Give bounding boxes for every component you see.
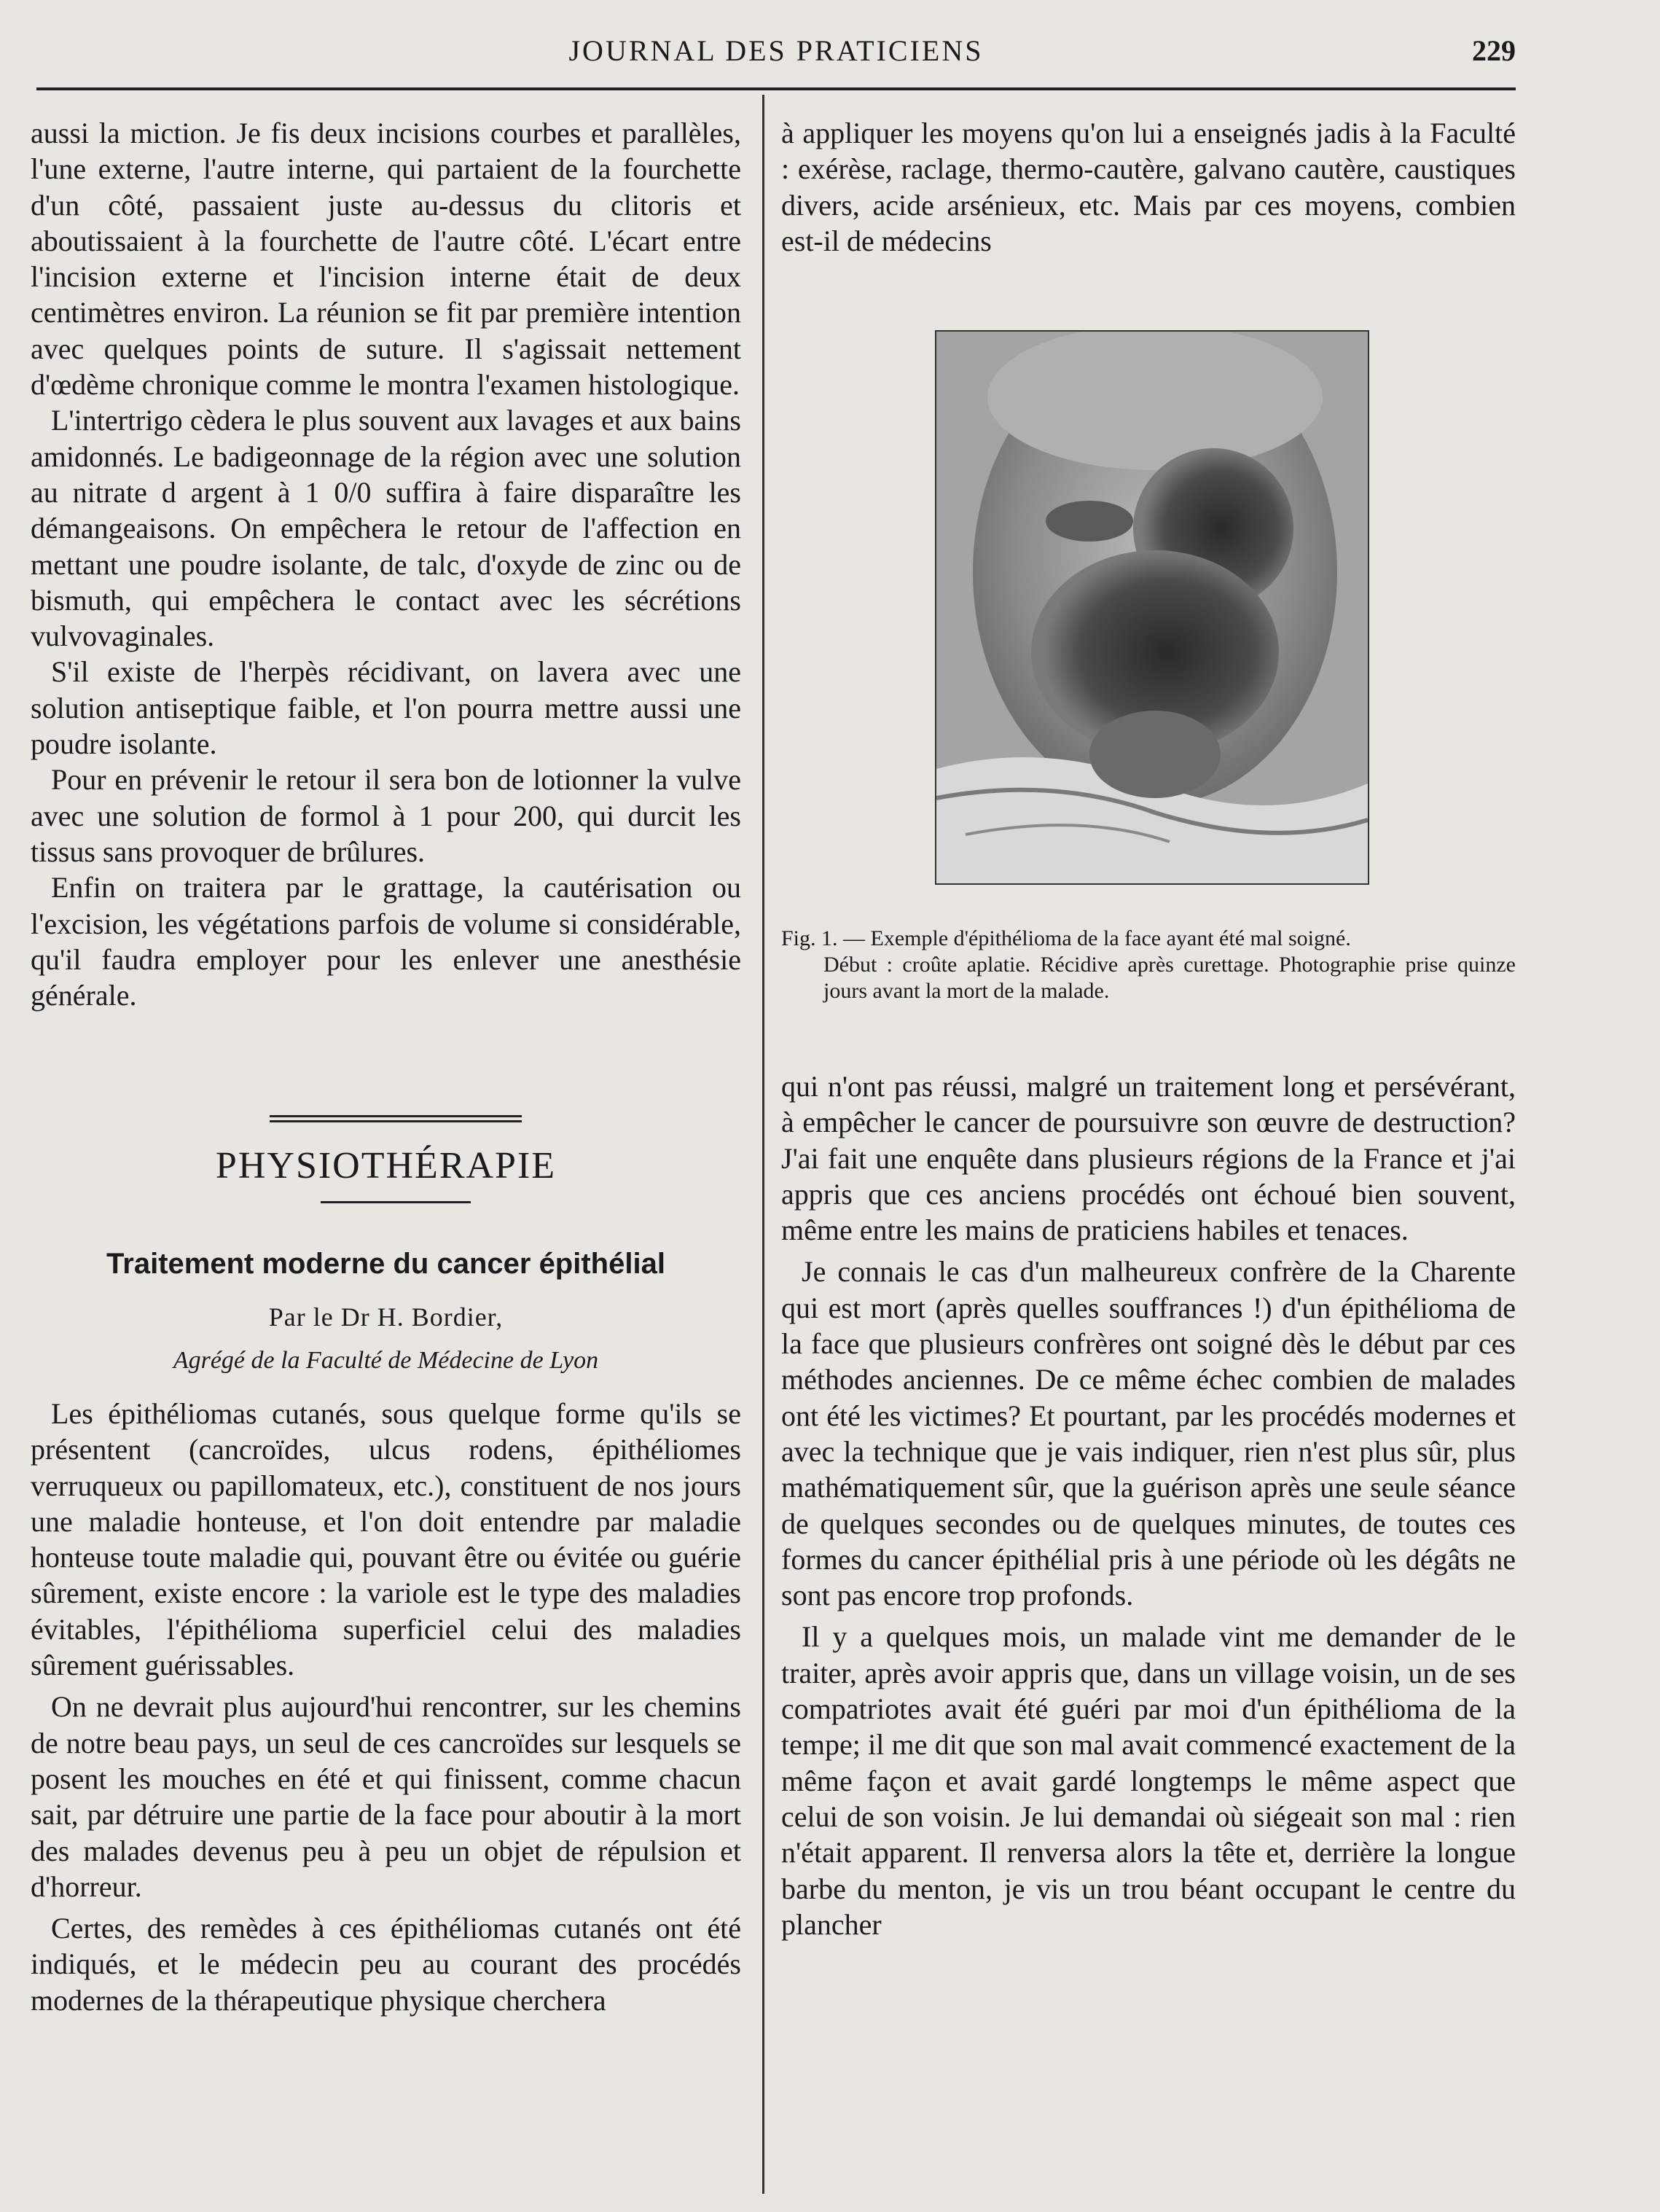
paragraph: Pour en prévenir le retour il sera bon de lotionner la vulve avec une solution de formol à 1 pour 200, qui durcit les tissus sans provoquer de brûlures. <box>31 763 741 868</box>
figure-photograph <box>935 330 1369 885</box>
right-column-bottom <box>781 1068 1516 1942</box>
paragraph: S'il existe de l'herpès récidivant, on lavera avec une solution antiseptique faible, et l'on pourra mettre aussi une poudre isolante. <box>31 655 741 761</box>
section-title: PHYSIOTHÉRAPIE <box>215 1145 557 1187</box>
paragraph: Il y a quelques mois, un malade vint me demander de le traiter, après avoir appris que, dans un village voisin, un de ses compatriotes avait été guéri par moi d'un épithélioma de la tempe; il me dit que son mal avait commencé exactement de la même façon et avait gardé longtemps le même aspect que celui de son voisin. Je lui demandai où siégeait son mal : rien n'était apparent. Il renversa alors la tête et, derrière la longue barbe du menton, je vis un trou béant occupant le centre du plancher <box>781 1620 1516 1941</box>
author-affiliation: Agrégé de la Faculté de Médecine de Lyon <box>173 1347 599 1374</box>
paragraph: aussi la miction. Je fis deux incisions courbes et parallèles, l'une externe, l'autre interne, qui partaient de la fourchette d'un côté, passaient juste au-dessus du clitoris et aboutissaient à la fourchette de l'autre côté. L'écart entre l'incision externe et l'incision interne était de deux centimètres environ. La réunion se fit par première intention avec quelques points de suture. Il s'agissait nettement d'œdème chronique comme le montra l'examen histologique. <box>31 117 741 402</box>
article-title: Traitement moderne du cancer épithélial <box>106 1248 665 1280</box>
section-rule-top <box>270 1115 522 1117</box>
author-byline: Par le Dr H. Bordier, <box>268 1302 504 1332</box>
paragraph: Je connais le cas d'un malheureux confrère de la Charente qui est mort (après quelles souffrances !) d'un épithélioma de la face que plusieurs confrères ont soigné dès le début par ces méthodes anciennes. De ce même échec combien de malades ont été les victimes? Et pourtant, par les procédés modernes et avec la technique que je vais indiquer, rien n'est plus sûr, plus mathématiquement sûr, que la guérison après une seule séance de quelques secondes ou de quelques minutes, de toutes ces formes du cancer épithélial pris à une période où les dégâts ne sont pas encore trop profonds. <box>781 1255 1516 1612</box>
column-divider <box>762 95 764 2194</box>
face-photo-icon <box>936 332 1368 883</box>
page-number: 229 <box>1472 34 1516 67</box>
section-rule-top-2 <box>270 1120 522 1122</box>
journal-title: JOURNAL DES PRATICIENS <box>568 34 984 67</box>
figure-caption-line2: Début : croûte aplatie. Récidive après curettage. Photographie prise quinze jours avant la mort de la malade. <box>823 953 1516 1003</box>
paragraph: Les épithéliomas cutanés, sous quelque forme qu'ils se présentent (cancroïdes, ulcus rodens, épithéliomes verruqueux ou papillomateux, etc.), constituent de nos jours une maladie honteuse, et l'on doit entendre par maladie honteuse toute maladie qui, pouvant être ou évitée ou guérie sûrement, existe encore : la variole est le type des maladies évitables, l'épithélioma superficiel celui des maladies sûrement guérissables. <box>31 1397 741 1682</box>
paragraph: On ne devrait plus aujourd'hui rencontrer, sur les chemins de notre beau pays, un seul de ces cancroïdes sur lesquels se posent les mouches en été et qui finissent, comme chacun sait, par détruire une partie de la face pour aboutir à la mort des malades devenus peu à peu un objet de répulsion et d'horreur. <box>31 1690 741 1903</box>
paragraph: Enfin on traitera par le grattage, la cautérisation ou l'excision, les végétations parfois de volume si considérable, qu'il faudra employer pour les enlever une anesthésie générale. <box>31 871 741 1012</box>
left-column-article <box>31 1396 741 2018</box>
paragraph: qui n'ont pas réussi, malgré un traitement long et persévérant, à empêcher le cancer de poursuivre son œuvre de destruction? J'ai fait une enquête dans plusieurs régions de la France et j'ai appris que ces anciens procédés ont échoué bien souvent, même entre les mains de praticiens habiles et tenaces. <box>781 1070 1516 1247</box>
right-column-top <box>781 115 1516 259</box>
running-header <box>36 28 1516 71</box>
paragraph: à appliquer les moyens qu'on lui a enseignés jadis à la Faculté : exérèse, raclage, thermo-cautère, galvano cautère, caustiques divers, acide arsénieux, etc. Mais par ces moyens, combien est-il de médecins <box>781 117 1516 257</box>
left-column-upper <box>31 115 741 1013</box>
figure-caption <box>781 926 1516 1004</box>
paragraph: Certes, des remèdes à ces épithéliomas cutanés ont été indiqués, et le médecin peu au courant des procédés modernes de la thérapeutique physique cherchera <box>31 1912 741 2017</box>
header-rule <box>36 87 1516 90</box>
paragraph: L'intertrigo cèdera le plus souvent aux lavages et aux bains amidonnés. Le badigeonnage de la région avec une solution au nitrate d argent à 1 0/0 suffira à faire disparaître les démangeaisons. On empêchera le retour de l'affection en mettant une poudre isolante, de talc, d'oxyde de zinc ou de bismuth, qui empêchera le contact avec les sécrétions vulvovaginales. <box>31 404 741 653</box>
section-rule-bottom <box>321 1201 471 1203</box>
figure-caption-line1: Fig. 1. — Exemple d'épithélioma de la face ayant été mal soigné. <box>781 926 1351 950</box>
